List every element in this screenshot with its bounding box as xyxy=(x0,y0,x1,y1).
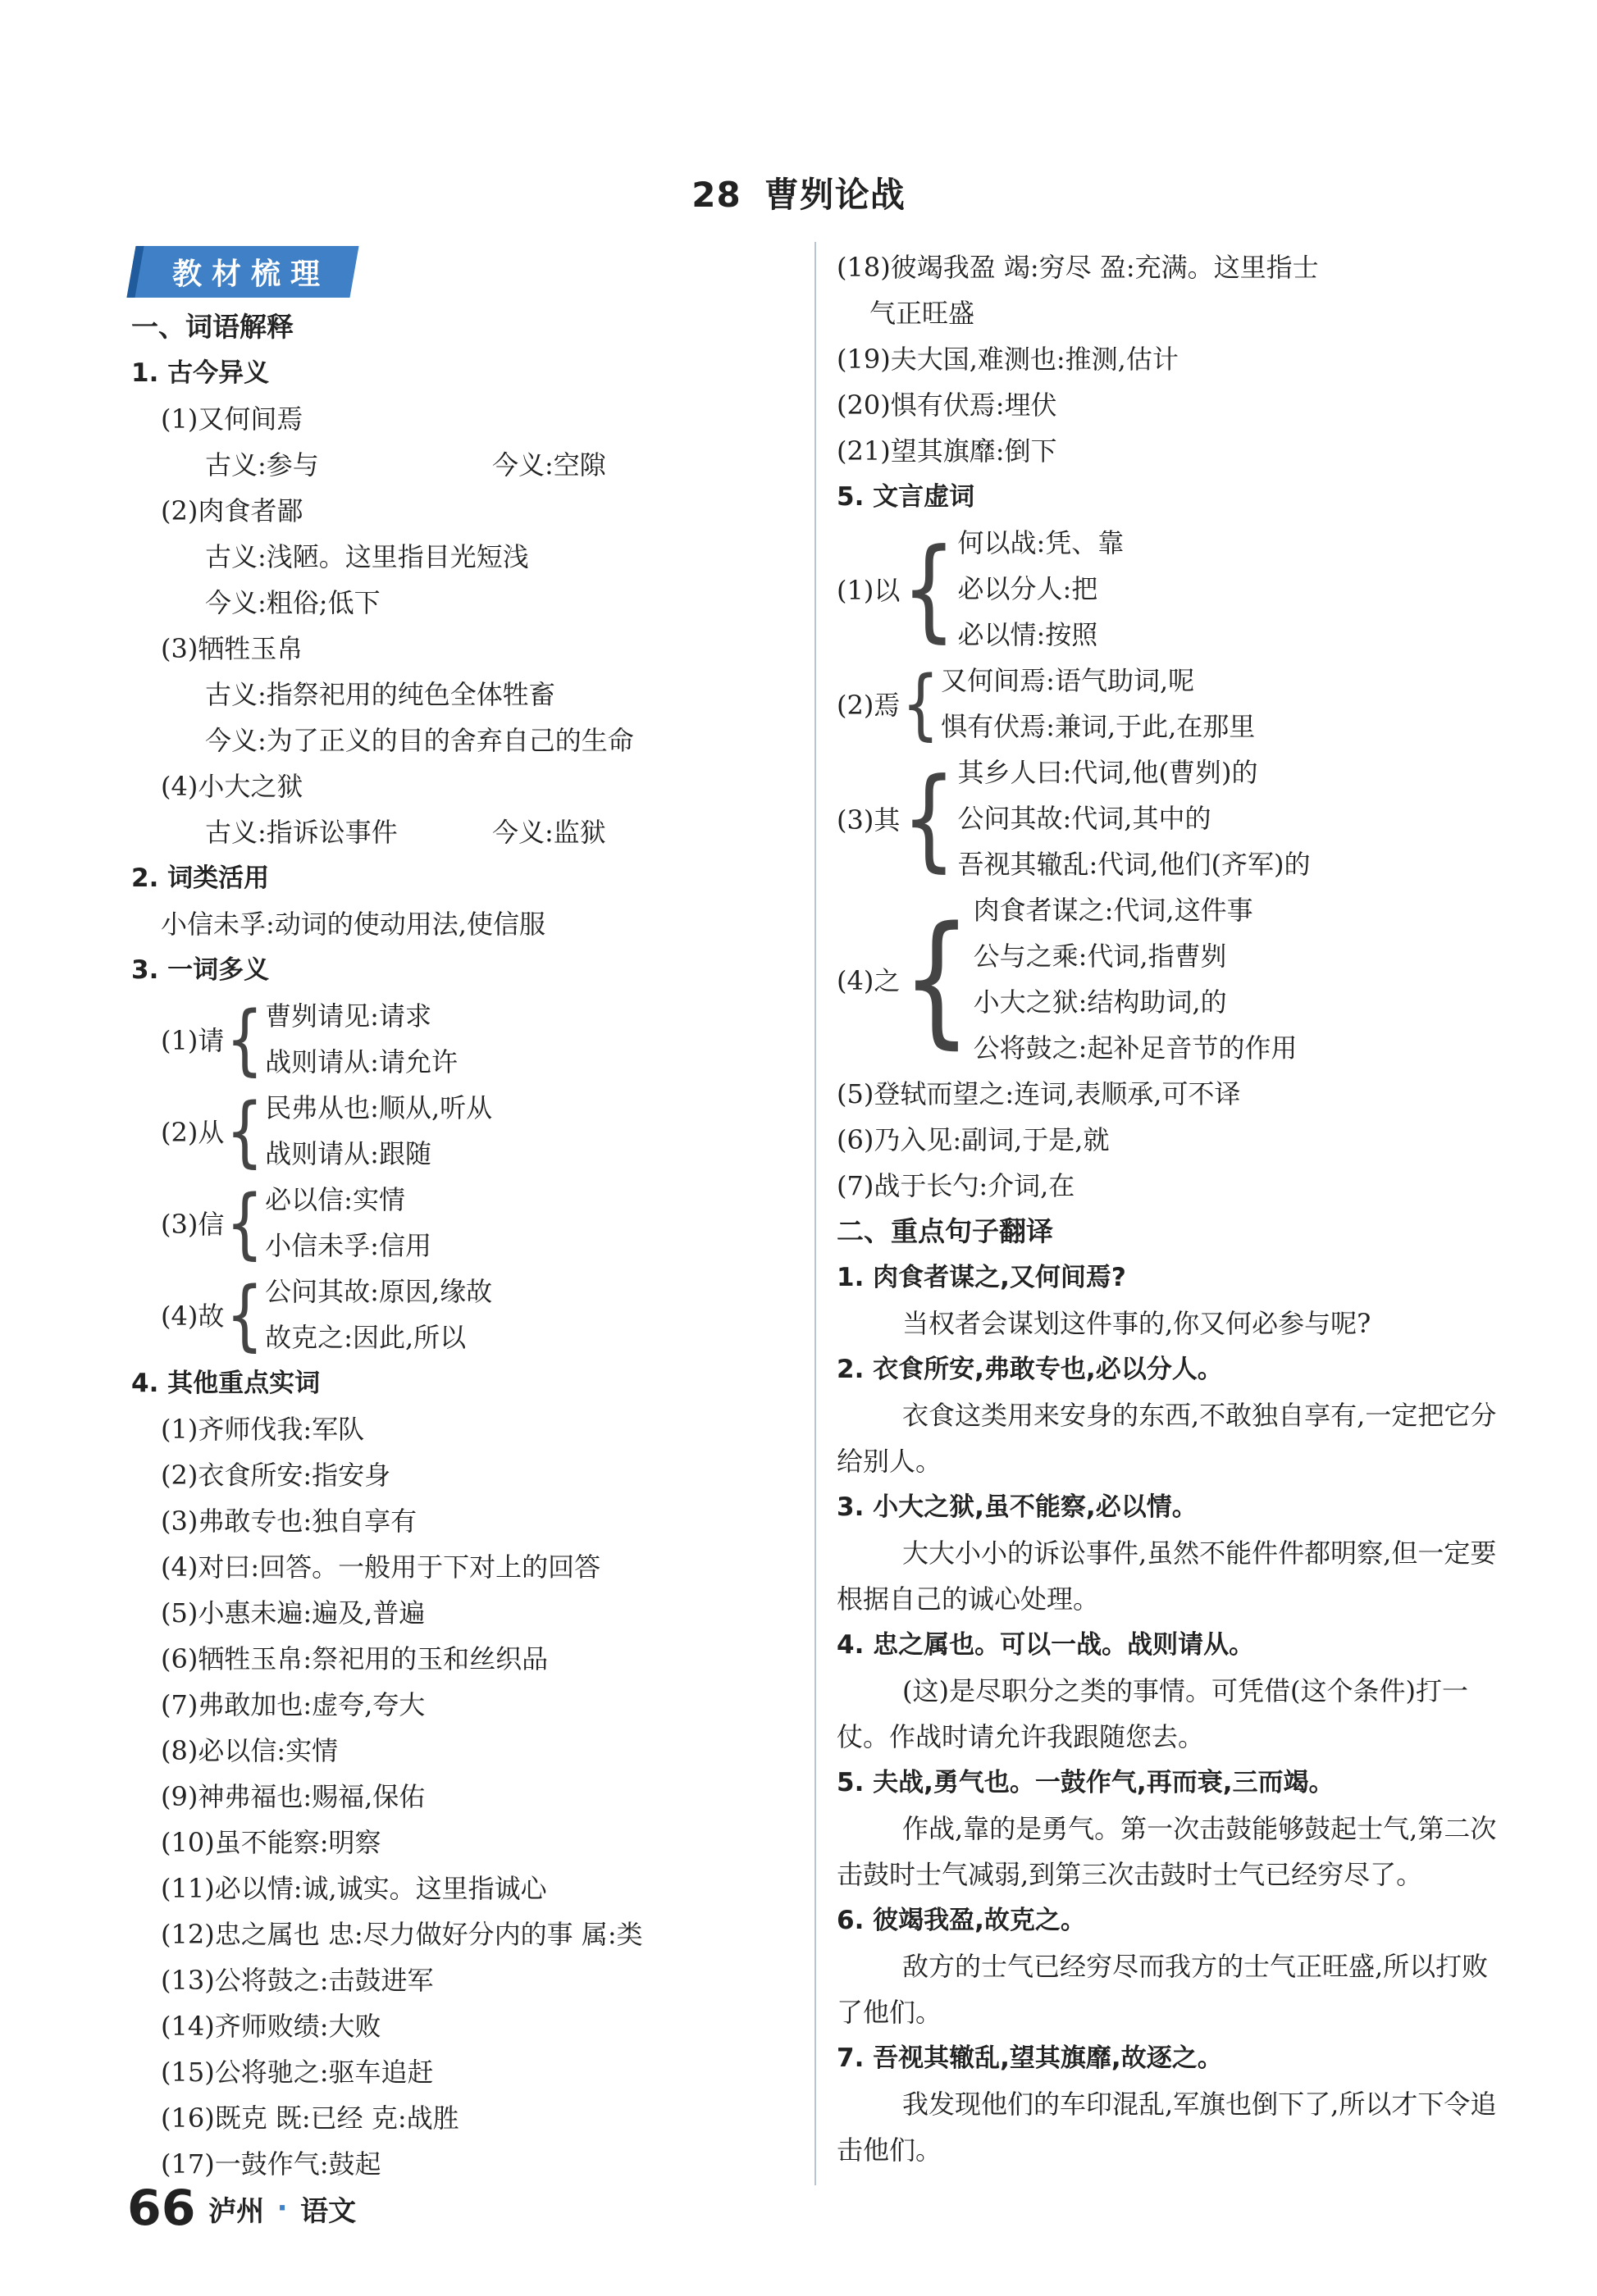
shici-item: (1)齐师伐我:军队 xyxy=(161,1414,365,1445)
brace-icon: { xyxy=(901,523,956,654)
gujin-head: (2)肉食者鄙 xyxy=(161,495,303,526)
xuci-item: (6)乃入见:副词,于是,就 xyxy=(837,1124,1110,1155)
huoyong-line: 小信未孚:动词的使动用法,使信服 xyxy=(161,909,545,940)
footer-dot: · xyxy=(276,2192,288,2225)
shici-item: (8)必以信:实情 xyxy=(161,1735,339,1766)
shici-item: (2)衣食所安:指安身 xyxy=(161,1460,391,1491)
shici-item: (20)惧有伏焉:埋伏 xyxy=(837,390,1057,421)
gujin-head: (3)牺牲玉帛 xyxy=(161,633,303,664)
gujin-list xyxy=(131,396,800,855)
xuci-list xyxy=(837,520,1501,1209)
translation-answer: 我发现他们的车印混乱,军旗也倒下了,所以才下令追击他们。 xyxy=(837,2089,1497,2166)
brace-icon: { xyxy=(226,994,264,1084)
lesson-title: 曹刿论战 xyxy=(764,175,906,215)
shici-item: (6)牺牲玉帛:祭祀用的玉和丝织品 xyxy=(161,1643,549,1674)
shici-item: (13)公将鼓之:击鼓进军 xyxy=(161,1965,434,1996)
shici-item: (15)公将驰之:驱车追赶 xyxy=(161,2057,434,2088)
shici-item: (5)小惠未遍:遍及,普遍 xyxy=(161,1597,426,1629)
subsection-heading: 1. 古今异义 xyxy=(131,358,270,388)
duoyi-group: (1)请 { 曹刿请见:请求 战则请从:请允许 xyxy=(161,994,458,1084)
shici-item: (9)神弗福也:赐福,保佑 xyxy=(161,1781,426,1812)
xuci-group: (2)焉 { 又何间焉:语气助词,呢 惧有伏焉:兼词,于此,在那里 xyxy=(837,658,1256,749)
shici-item: (17)一鼓作气:鼓起 xyxy=(161,2148,381,2180)
page-number: 66 xyxy=(127,2180,196,2237)
translation-question: 5. 夫战,勇气也。一鼓作气,再而衰,三而竭。 xyxy=(837,1768,1335,1797)
gujin-line: 古义:参与 今义:空隙 xyxy=(205,449,606,481)
section-banner: 教材梳理 xyxy=(126,246,358,298)
translation-list xyxy=(837,1255,1501,2173)
subsection-heading: 4. 其他重点实词 xyxy=(131,1369,321,1398)
gujin-head: (1)又何间焉 xyxy=(161,403,303,435)
column-divider xyxy=(814,242,816,2185)
section-heading: 二、重点句子翻译 xyxy=(837,1215,1053,1247)
shici-item: (12)忠之属也 忠:尽力做好分内的事 属:类 xyxy=(161,1919,643,1950)
shici-item: (11)必以情:诚,诚实。这里指诚心 xyxy=(161,1873,547,1904)
brace-icon: { xyxy=(226,1178,264,1268)
subsection-heading: 3. 一词多义 xyxy=(131,955,270,985)
duoyi-group: (4)故 { 公问其故:原因,缘故 故克之:因此,所以 xyxy=(161,1269,493,1360)
shici-item: (21)望其旗靡:倒下 xyxy=(837,435,1057,467)
translation-answer: 衣食这类用来安身的东西,不敢独自享有,一定把它分给别人。 xyxy=(837,1400,1497,1477)
translation-question: 1. 肉食者谋之,又何间焉? xyxy=(837,1263,1126,1292)
brace-icon: { xyxy=(901,895,972,1063)
duoyi-list xyxy=(131,993,800,1360)
subsection-heading: 2. 词类活用 xyxy=(131,863,270,893)
translation-question: 3. 小大之狱,虽不能察,必以情。 xyxy=(837,1492,1198,1522)
shici-item: (14)齐师败绩:大败 xyxy=(161,2011,381,2042)
gujin-line: 古义:指诉讼事件 今义:监狱 xyxy=(205,817,606,848)
gujin-line: 古义:指祭祀用的纯色全体牲畜 xyxy=(205,679,555,710)
gujin-head: (4)小大之狱 xyxy=(161,771,303,802)
section-heading: 一、词语解释 xyxy=(131,311,294,343)
translation-question: 6. 彼竭我盈,故克之。 xyxy=(837,1906,1086,1935)
gujin-line: 今义:粗俗;低下 xyxy=(205,587,381,618)
translation-answer: 作战,靠的是勇气。第一次击鼓能够鼓起士气,第二次击鼓时士气减弱,到第三次击鼓时士气已经穷尽了。 xyxy=(837,1813,1497,1890)
translation-answer: 敌方的士气已经穷尽而我方的士气正旺盛,所以打败了他们。 xyxy=(837,1951,1489,2028)
shici-item: (7)弗敢加也:虚夸,夸大 xyxy=(161,1689,426,1720)
brace-icon: { xyxy=(226,1086,264,1176)
duoyi-group: (3)信 { 必以信:实情 小信未孚:信用 xyxy=(161,1178,431,1268)
brace-icon: { xyxy=(901,658,940,749)
gujin-line: 古义:浅陋。这里指目光短浅 xyxy=(205,541,529,572)
shici-item: (4)对曰:回答。一般用于下对上的回答 xyxy=(161,1551,601,1583)
gujin-line: 今义:为了正义的目的舍弃自己的生命 xyxy=(205,725,634,756)
shici-list xyxy=(131,1406,800,2187)
translation-answer: 大大小小的诉讼事件,虽然不能件件都明察,但一定要根据自己的诚心处理。 xyxy=(837,1538,1497,1615)
xuci-item: (7)战于长勺:介词,在 xyxy=(837,1170,1075,1201)
xuci-group: (3)其 { 其乡人曰:代词,他(曹刿)的 公问其故:代词,其中的 吾视其辙乱:代词,他们(齐军)的 xyxy=(837,753,1311,884)
footer-subject: 语文 xyxy=(300,2194,357,2228)
translation-question: 7. 吾视其辙乱,望其旗靡,故逐之。 xyxy=(837,2043,1223,2073)
shici-item: (3)弗敢专也:独自享有 xyxy=(161,1506,418,1537)
shici-item: (10)虽不能察:明察 xyxy=(161,1827,381,1858)
shici-item-cont: 气正旺盛 xyxy=(869,298,975,329)
subsection-heading: 5. 文言虚词 xyxy=(837,482,975,512)
shici-item: (19)夫大国,难测也:推测,估计 xyxy=(837,344,1179,375)
page-footer xyxy=(127,2180,356,2237)
translation-answer: 当权者会谋划这件事的,你又何必参与呢? xyxy=(902,1308,1371,1339)
right-column xyxy=(837,244,1501,2173)
left-column xyxy=(131,246,800,2187)
shici-item: (16)既克 既:已经 克:战胜 xyxy=(161,2102,459,2134)
xuci-group: (1)以 { 何以战:凭、靠 必以分人:把 必以情:按照 xyxy=(837,523,1125,654)
duoyi-group: (2)从 { 民弗从也:顺从,听从 战则请从:跟随 xyxy=(161,1086,493,1176)
lesson-number: 28 xyxy=(691,175,741,215)
xuci-group: (4)之 { 肉食者谋之:代词,这件事 公与之乘:代词,指曹刿 小大之狱:结构助词,的 公将鼓之:起补足音节的作用 xyxy=(837,895,1298,1064)
xuci-item: (5)登轼而望之:连词,表顺承,可不译 xyxy=(837,1078,1241,1109)
footer-region: 泸州 xyxy=(208,2194,265,2228)
page-title xyxy=(0,168,1597,217)
translation-question: 2. 衣食所安,弗敢专也,必以分人。 xyxy=(837,1355,1223,1384)
brace-icon: { xyxy=(901,753,956,884)
shici-item: (18)彼竭我盈 竭:穷尽 盈:充满。这里指士 xyxy=(837,252,1319,283)
brace-icon: { xyxy=(226,1269,264,1360)
translation-answer: (这)是尽职分之类的事情。可凭借(这个条件)打一仗。作战时请允许我跟随您去。 xyxy=(837,1675,1468,1752)
translation-question: 4. 忠之属也。可以一战。战则请从。 xyxy=(837,1630,1255,1660)
